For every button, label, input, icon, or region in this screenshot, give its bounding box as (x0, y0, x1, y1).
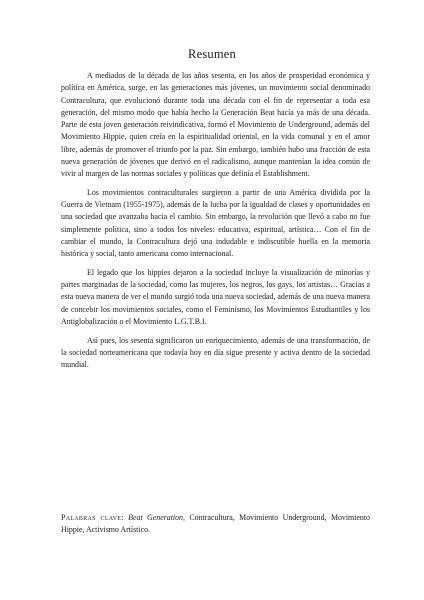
abstract-paragraph-4: Así pues, los sesenta significaron un enriquecimiento, además de una transformación, de la sociedad norteamericana que todavía hoy en día sigue presente y activa dentro de la sociedad mundial. (61, 335, 370, 370)
abstract-title: Resumen (188, 47, 236, 61)
keyword-beat-generation: Beat Generation, (128, 513, 185, 522)
abstract-paragraph-1: A mediados de la década de los años sesenta, en los años de prosperidad económica y política en América, surge, en las generaciones más jóvenes, un movimiento social denominado Contracultura, que evolucionó durante toda una década con el fin de representar a toda esa generación, del mismo modo que había hecho la Generación Beat hacía ya más de una década. Parte de esta joven generación reivindicativa, formó el Movimiento de Underground, además del Movimiento Hippie, quien creía en la espiritualidad oriental, en la vida comunal y en el amor libre, además de promover el triunfo por la paz. Sin embargo, también hubo una fracción de esta nueva generación de jóvenes que derivó en el radicalismo, aunque mantenían la idea común de vivir al margen de las normas sociales y políticas que definía el Establishment. (61, 71, 370, 179)
keywords-list: Contracultura, Movimiento Underground, Movimiento Hippie, Activismo Artístico. (61, 513, 370, 535)
abstract-paragraph-3: El legado que los hippies dejaron a la sociedad incluye la visualización de minorías y partes marginadas de la sociedad, como las mujeres, los negros, los gays, los artistas… Gracias a esta nueva manera de ver el mundo surgió toda una nueva sociedad, además de una nueva manera de concebir los movimientos sociales, como el Feminismo, los Movimientos Estudiantiles y los Antiglobalización o el Movimiento L.G.T.B.I. (61, 267, 370, 327)
abstract-body (61, 70, 370, 378)
keywords-label: Palabras clave: (61, 513, 124, 522)
abstract-paragraph-2: Los movimientos contraculturales surgieron a partir de una América dividida por la Guerra de Vietnam (1955-1975), además de la lucha por la igualdad de clases y oportunidades en una sociedad que avanzaba hacia el cambio. Sin embargo, la revolución que llevó a cabo no fue simplemente política, sino a todos los niveles: educativa, espiritual, artística… Con el fin de cambiar el mundo, la Contracultura dejó una indudable e indiscutible huella en la memoria histórica y social, tanto americana como internacional. (61, 187, 370, 259)
keywords-line (61, 512, 370, 537)
